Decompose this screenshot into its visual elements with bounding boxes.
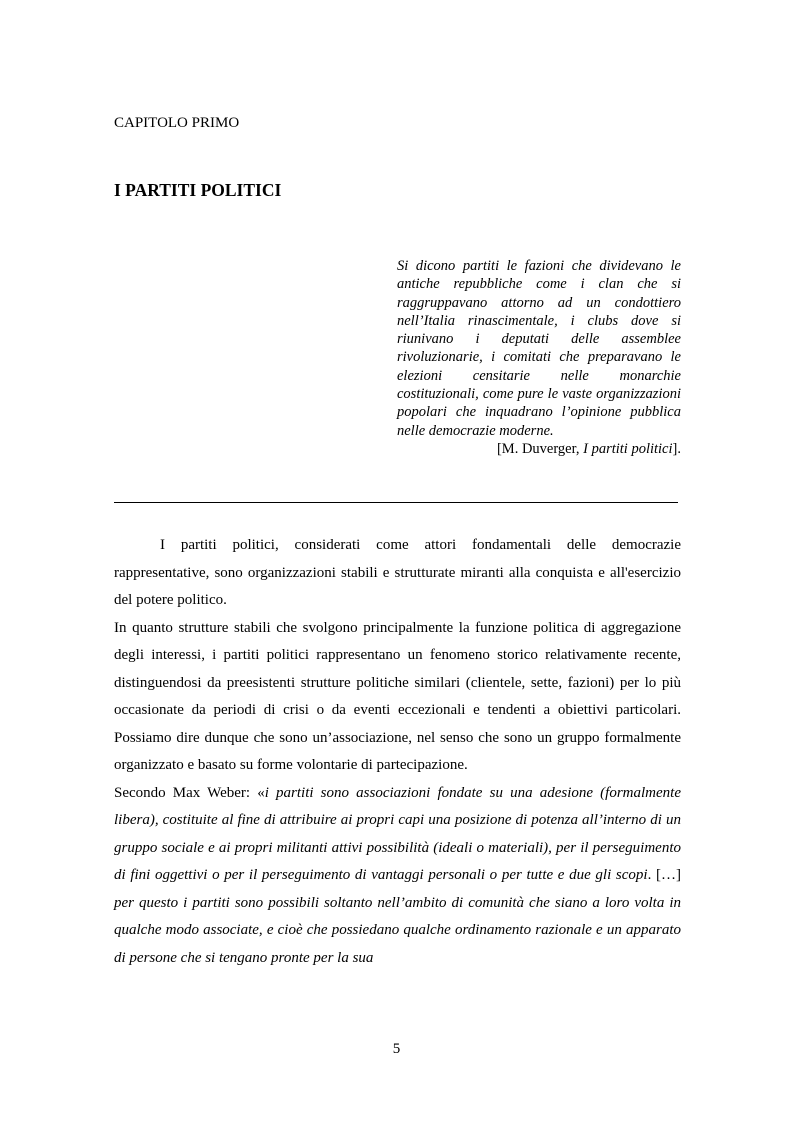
- chapter-title: I PARTITI POLITICI: [114, 180, 282, 200]
- epigraph-attribution-suffix: ].: [672, 440, 681, 457]
- page-number: 5: [392, 1041, 401, 1057]
- weber-quote-part-1: i partiti sono associazioni fondate su una adesione (formalmente libera), costituite al fine di attribuire ai propri capi una posizione di potenza all’interno di un gruppo sociale e ai propri militanti attivi possibilità (ideali o materiali), per il perseguimento di fini oggettivi o per il perseguimento di vantaggi personali o per tutte e due gli scopi: [114, 784, 681, 883]
- section-divider: [114, 502, 678, 503]
- weber-intro: Secondo Max Weber: «: [114, 784, 265, 801]
- epigraph-attribution: [397, 440, 681, 458]
- weber-ellipsis: . […]: [647, 867, 681, 883]
- epigraph-attribution-prefix: [M. Duverger,: [496, 440, 584, 457]
- paragraph: In quanto strutture stabili che svolgono principalmente la funzione politica di aggregazione degli interessi, i partiti politici rappresentano un fenomeno storico relativamente recente, distinguendosi da preesistenti strutture politiche similari (clientele, sette, fazioni) per lo più occasionate da periodi di crisi o da eventi eccezionali e tendenti a obiettivi particolari. Possiamo dire dunque che sono un’associazione, nel senso che sono un gruppo formalmente organizzato e basato su forme volontarie di partecipazione.: [114, 619, 681, 773]
- body-text: [114, 532, 681, 972]
- epigraph: [397, 257, 681, 458]
- paragraph: I partiti politici, considerati come attori fondamentali delle democrazie rappresentative, sono organizzazioni stabili e strutturate miranti alla conquista e all'esercizio del potere politico.: [114, 537, 681, 608]
- paragraph-weber: [114, 780, 681, 973]
- epigraph-text: Si dicono partiti le fazioni che dividevano le antiche repubbliche come i clan che si raggruppavano attorno ad un condottiero nell’Italia rinascimentale, i clubs dove si riunivano i deputati delle assemblee rivoluzionarie, i comitati che preparavano le elezioni censitarie nelle monarchie costituzionali, come pure le vaste organizzazioni popolari che inquadrano l’opinione pubblica nelle democrazie moderne.: [397, 258, 681, 439]
- epigraph-attribution-title: I partiti politici: [583, 440, 673, 457]
- chapter-label: CAPITOLO PRIMO: [114, 115, 240, 131]
- weber-quote-part-2: per questo i partiti sono possibili soltanto nell’ambito di comunità che siano a loro volta in qualche modo associate, e cioè che possiedano qualche ordinamento razionale e un apparato di persone che si tengano pronte per la sua: [114, 894, 681, 966]
